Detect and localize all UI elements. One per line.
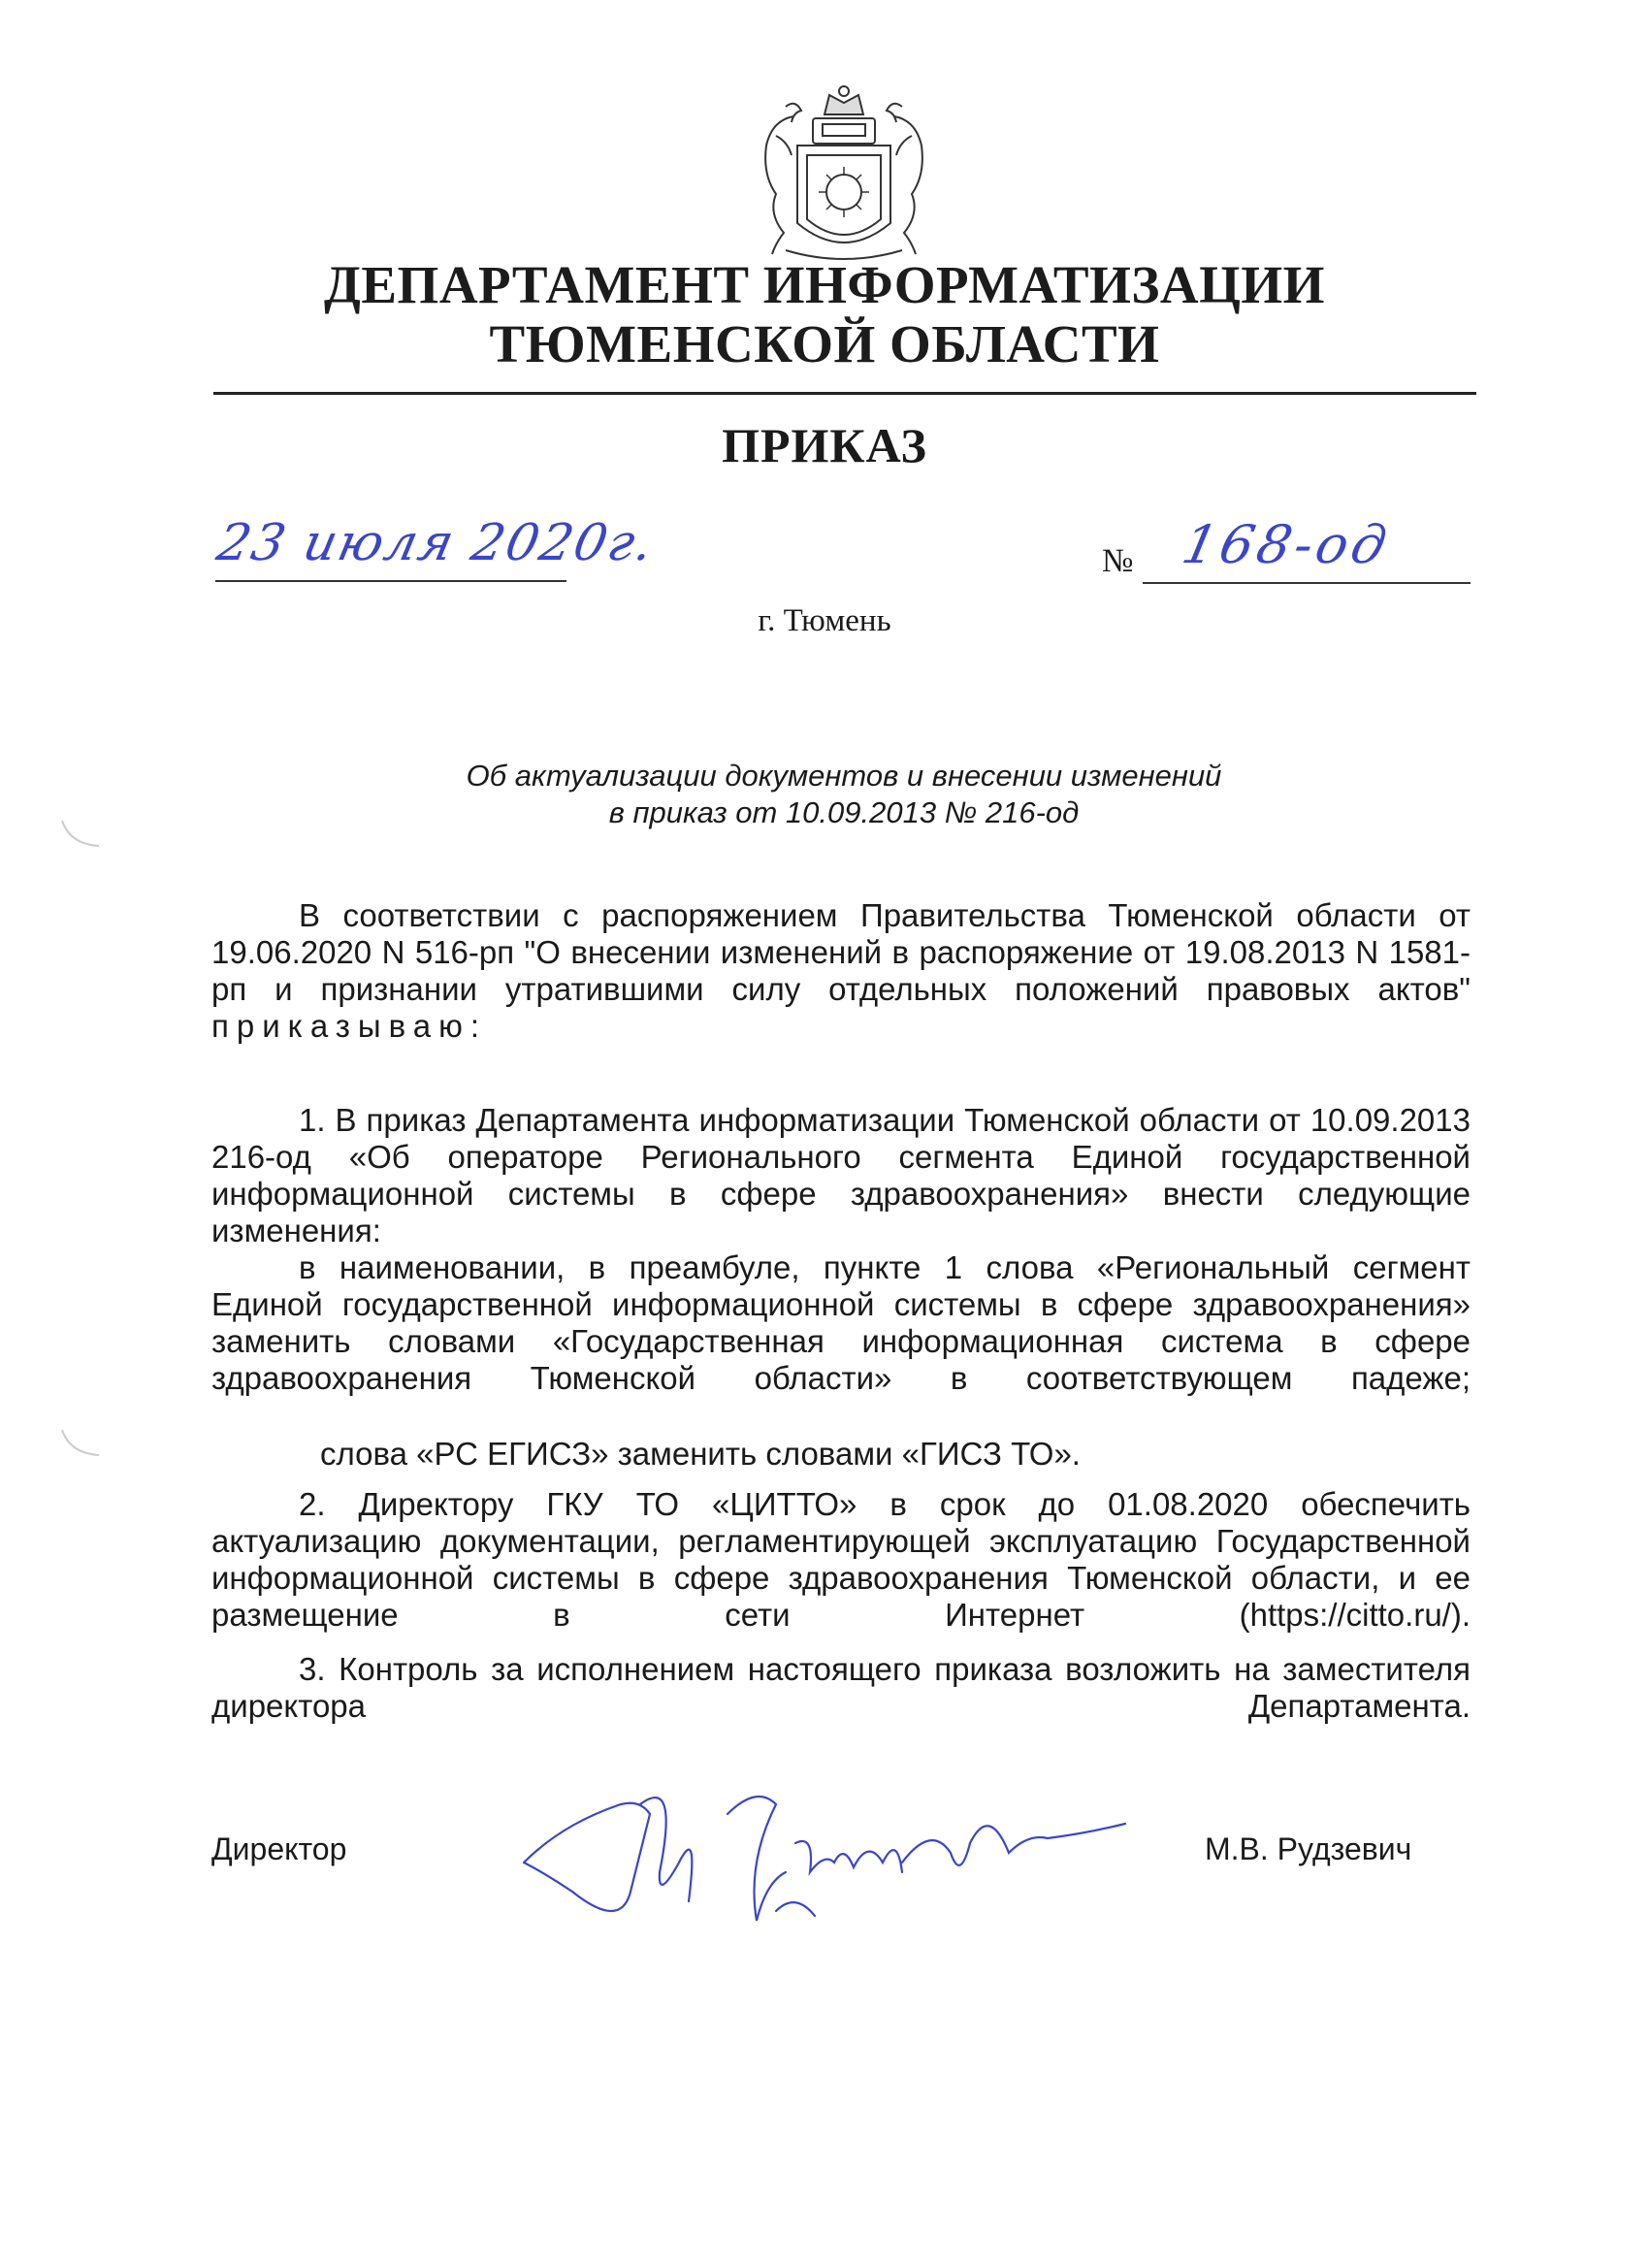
scan-hole-mark <box>56 1424 105 1463</box>
item1-paragraph: 1. В приказ Департамента информатизации Тюменской области от 10.09.2013 216-од «Об операторе Регионального сегмента Единой государственной информационной системы в сфере здравоохранения» внести следующие изменения: <box>211 1102 1471 1248</box>
number-underline <box>1143 582 1471 584</box>
department-name-line2: ТЮМЕНСКОЙ ОБЛАСТИ <box>489 314 1160 373</box>
header-divider <box>213 392 1476 395</box>
subject-line1: Об актуализации документов и внесении изменений <box>466 759 1222 793</box>
intro-text: В соответствии с распоряжением Правительства Тюменской области от 19.06.2020 N 516-рп "О внесении изменений в распоряжение от 19.08.2013 N 1581-рп и признании утратившими силу отдельных положений правовых актов" <box>211 897 1471 1007</box>
coat-of-arms-emblem <box>737 78 951 272</box>
number-label: № <box>1102 543 1134 579</box>
city-line: г. Тюмень <box>758 603 891 638</box>
signer-position: Директор <box>211 1831 347 1866</box>
subject-line2: в приказ от 10.09.2013 № 216-од <box>608 795 1080 829</box>
handwritten-signature <box>504 1746 1145 1950</box>
handwritten-order-number: 168-од <box>1177 514 1396 575</box>
department-name-line1: ДЕПАРТАМЕНТ ИНФОРМАТИЗАЦИИ <box>324 255 1325 314</box>
intro-paragraph <box>211 897 1471 1045</box>
item1-sub2-paragraph: слова «РС ЕГИСЗ» заменить словами «ГИСЗ ТО». <box>320 1436 1081 1472</box>
item3-paragraph: 3. Контроль за исполнением настоящего приказа возложить на заместителя директора Департамента. <box>211 1651 1471 1724</box>
item1-sub1-paragraph: в наименовании, в преамбуле, пункте 1 слова «Региональный сегмент Единой государственной информационной системы в сфере здравоохранения» заменить словами «Государственная информационная система в сфере здравоохранения Тюменской области» в соответствующем падеже; <box>211 1249 1471 1396</box>
scan-hole-mark <box>56 815 105 854</box>
item2-paragraph: 2. Директору ГКУ ТО «ЦИТТО» в срок до 01.08.2020 обеспечить актуализацию документации, регламентирующей эксплуатацию Государственной информационной системы в сфере здравоохранения Тюменской области, и ее размещение в сети Интернет (https://citto.ru/). <box>211 1486 1471 1633</box>
signer-name: М.В. Рудзевич <box>1205 1831 1412 1866</box>
intro-command: приказываю: <box>211 1008 488 1044</box>
handwritten-date: 23 июля 2020г. <box>211 514 661 572</box>
date-underline <box>215 580 566 582</box>
document-type-title: ПРИКАЗ <box>722 418 927 472</box>
